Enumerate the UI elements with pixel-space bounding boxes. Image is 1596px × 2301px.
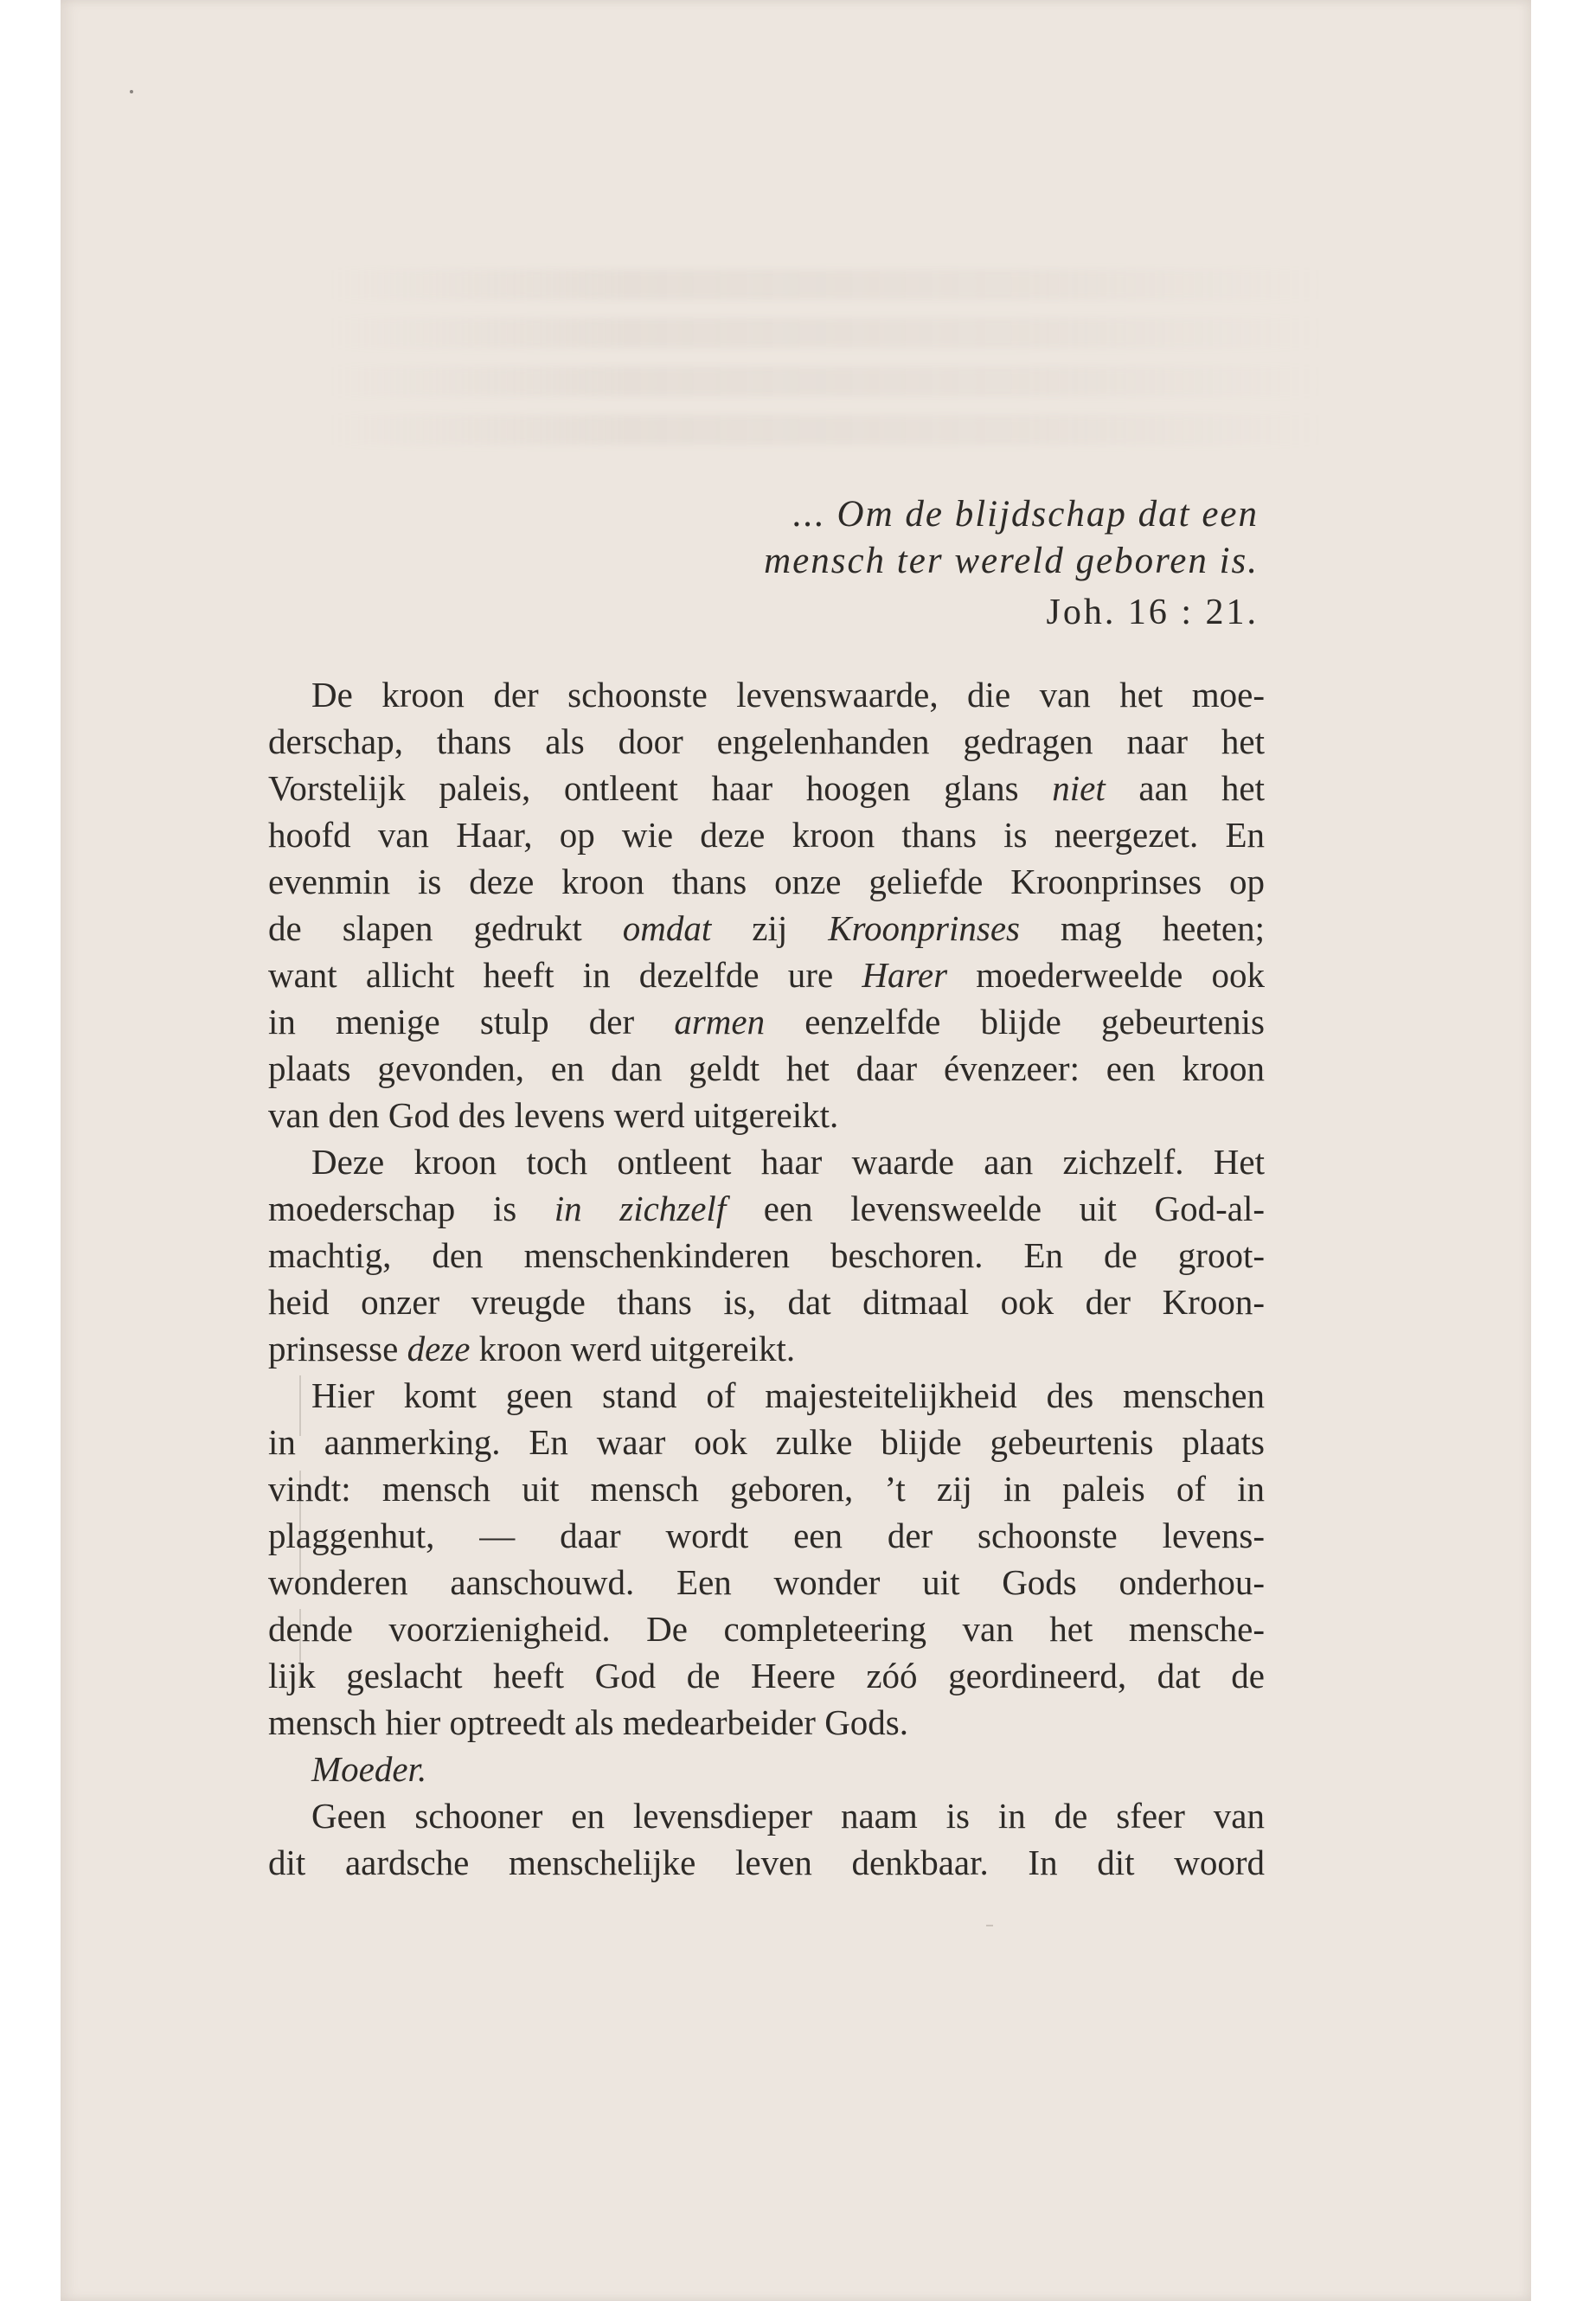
text-segment: kroon werd uitgereikt. xyxy=(470,1329,796,1368)
pencil-mark xyxy=(986,1925,993,1926)
text-line xyxy=(268,1606,1265,1652)
text-segment: hoofd van Haar, op wie deze kroon thans is neergezet. En xyxy=(268,815,1265,855)
text-line xyxy=(268,671,1265,718)
emphasized-text: niet xyxy=(1052,768,1106,808)
text-segment: heid onzer vreugde thans is, dat ditmaal ook der Kroon- xyxy=(268,1282,1265,1322)
text-segment: moederschap is xyxy=(268,1189,554,1228)
text-segment: plaats gevonden, en dan geldt het daar évenzeer: een kroon xyxy=(268,1048,1265,1088)
bible-reference: Joh. 16 : 21. xyxy=(1046,593,1259,632)
text-segment: aan het xyxy=(1105,768,1265,808)
emphasized-text: armen xyxy=(674,1002,766,1042)
text-segment: machtig, den menschenkinderen beschoren. En de groot- xyxy=(268,1235,1265,1275)
text-line xyxy=(268,1559,1265,1606)
edge-speck xyxy=(130,90,133,93)
text-line xyxy=(268,1325,1265,1372)
text-segment: Deze kroon toch ontleent haar waarde aan zichzelf. Het xyxy=(311,1142,1265,1182)
text-line xyxy=(268,1092,1265,1138)
show-through-text xyxy=(329,270,1324,299)
text-line xyxy=(268,1699,1265,1746)
emphasized-text: Moeder. xyxy=(311,1749,427,1789)
emphasized-text: deze xyxy=(407,1329,471,1368)
text-segment: in aanmerking. En waar ook zulke blijde gebeurtenis plaats xyxy=(268,1422,1265,1462)
text-line xyxy=(268,1792,1265,1839)
text-segment: wonderen aanschouwd. Een wonder uit Gods onderhou- xyxy=(268,1562,1265,1602)
text-segment: evenmin is deze kroon thans onze geliefde Kroonprinses op xyxy=(268,862,1265,901)
text-segment: eenzelfde blijde gebeurtenis xyxy=(765,1002,1265,1042)
show-through-text xyxy=(329,415,1324,445)
text-line xyxy=(268,1419,1265,1465)
text-line xyxy=(268,765,1265,811)
text-line xyxy=(268,858,1265,905)
text-line xyxy=(268,718,1265,765)
emphasized-text: in zichzelf xyxy=(554,1189,727,1228)
text-segment: Vorstelijk paleis, ontleent haar hoogen glans xyxy=(268,768,1053,808)
text-line xyxy=(268,952,1265,998)
text-segment: Geen schooner en levensdieper naam is in de sfeer van xyxy=(311,1796,1265,1836)
text-segment: mag heeten; xyxy=(1020,908,1265,948)
show-through-text xyxy=(329,318,1324,348)
epigraph xyxy=(764,491,1259,638)
text-line xyxy=(268,1279,1265,1325)
text-segment: de slapen gedrukt xyxy=(268,908,623,948)
text-line xyxy=(268,1045,1265,1092)
text-segment: moederweelde ook xyxy=(947,955,1265,995)
text-line xyxy=(268,1372,1265,1419)
text-segment: vindt: mensch uit mensch geboren, ’t zij in paleis of in xyxy=(268,1469,1265,1509)
text-line xyxy=(268,1746,1265,1792)
text-segment: mensch hier optreedt als medearbeider Gods. xyxy=(268,1702,909,1742)
text-line xyxy=(268,1232,1265,1279)
text-segment: Hier komt geen stand of majesteitelijkheid des menschen xyxy=(311,1375,1265,1415)
epigraph-line: mensch ter wereld geboren is. xyxy=(764,541,1259,581)
show-through-text xyxy=(329,367,1324,396)
text-segment: dit aardsche menschelijke leven denkbaar. In dit woord xyxy=(268,1843,1265,1882)
text-line xyxy=(268,811,1265,858)
text-line xyxy=(268,1839,1265,1886)
text-segment: derschap, thans als door engelenhanden gedragen naar het xyxy=(268,721,1265,761)
text-segment: in menige stulp der xyxy=(268,1002,675,1042)
emphasized-text: Harer xyxy=(862,955,948,995)
epigraph-line: ... Om de blijdschap dat een xyxy=(792,494,1259,535)
text-segment: prinsesse xyxy=(268,1329,407,1368)
text-segment: De kroon der schoonste levenswaarde, die van het moe- xyxy=(311,675,1265,715)
text-segment: een levensweelde uit God-al- xyxy=(726,1189,1265,1228)
text-line xyxy=(268,1512,1265,1559)
text-segment: zij xyxy=(711,908,829,948)
text-segment: lijk geslacht heeft God de Heere zóó geordineerd, dat de xyxy=(268,1656,1265,1695)
text-line xyxy=(268,998,1265,1045)
text-segment: want allicht heeft in dezelfde ure xyxy=(268,955,862,995)
text-line xyxy=(268,1465,1265,1512)
text-segment: van den God des levens werd uitgereikt. xyxy=(268,1095,839,1135)
emphasized-text: Kroonprinses xyxy=(828,908,1020,948)
text-segment: dende voorzienigheid. De completeering van het mensche- xyxy=(268,1609,1265,1649)
emphasized-text: omdat xyxy=(622,908,712,948)
text-line xyxy=(268,1652,1265,1699)
text-segment: plaggenhut, — daar wordt een der schoonste levens- xyxy=(268,1516,1265,1555)
text-line xyxy=(268,1138,1265,1185)
text-line xyxy=(268,905,1265,952)
text-line xyxy=(268,1185,1265,1232)
body-text xyxy=(268,671,1265,1886)
